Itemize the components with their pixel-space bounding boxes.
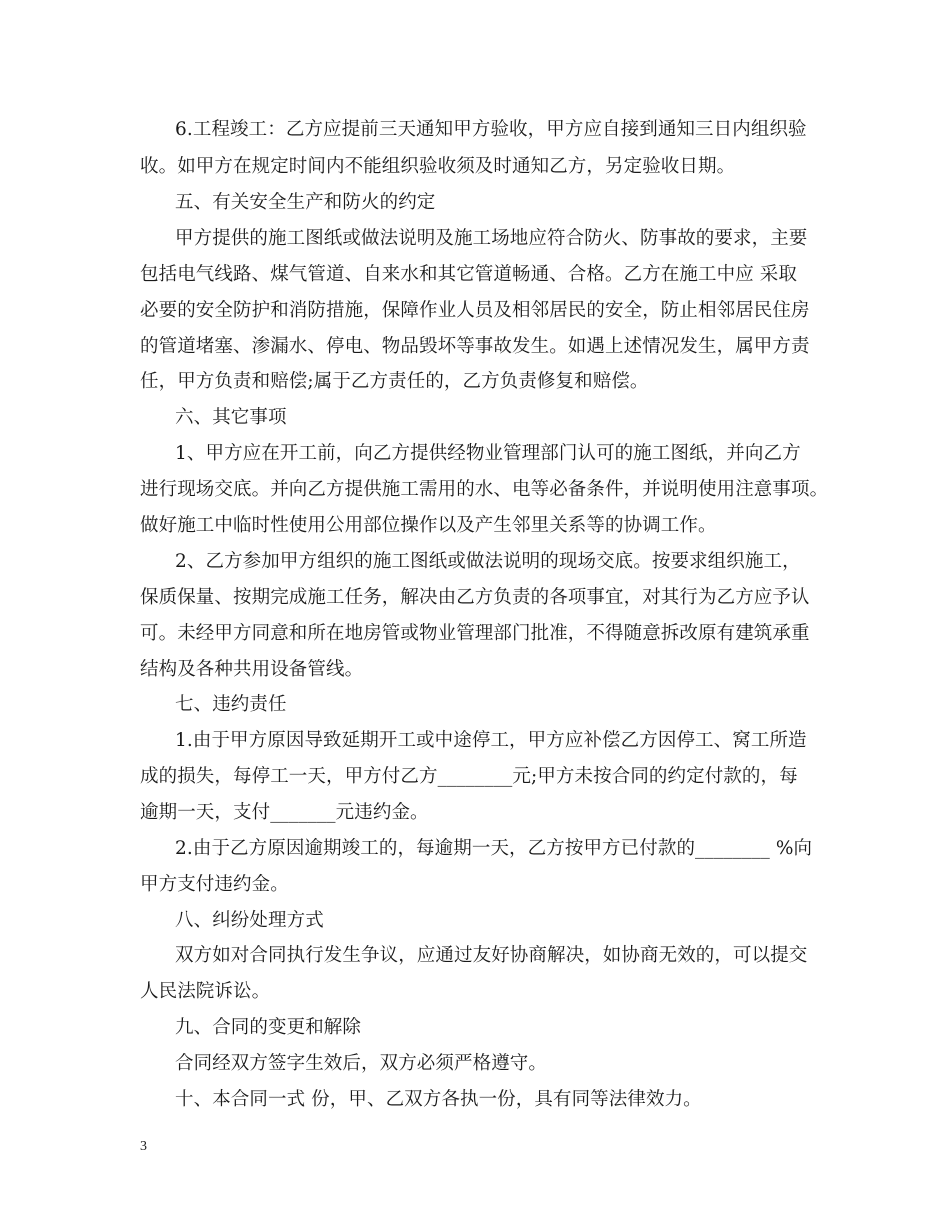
text-line: 结构及各种共用设备管线。	[140, 659, 364, 680]
text-line: 包括电气线路、煤气管道、自来水和其它管道畅通、合格。乙方在施工中应 采取	[140, 264, 797, 285]
text-line: 的管道堵塞、渗漏水、停电、物品毁坏等事故发生。如遇上述情况发生，属甲方责	[140, 336, 810, 357]
text-line: 双方如对合同执行发生争议，应通过友好协商解决，如协商无效的，可以提交	[175, 945, 808, 966]
text-line: 2.由于乙方原因逾期竣工的，每逾期一天，乙方按甲方已付款的________ %向	[175, 838, 813, 859]
text-line: 进行现场交底。并向乙方提供施工需用的水、电等必备条件，并说明使用注意事项。	[140, 479, 829, 500]
text-line: 成的损失，每停工一天，甲方付乙方________元;甲方未按合同的约定付款的，每	[140, 766, 798, 787]
section-heading: 九、合同的变更和解除	[175, 1017, 362, 1038]
section-heading: 五、有关安全生产和防火的约定	[175, 192, 436, 213]
text-line: 保质保量、按期完成施工任务，解决由乙方负责的各项事宜，对其行为乙方应予认	[140, 587, 810, 608]
text-line: 逾期一天，支付_______元违约金。	[140, 802, 429, 823]
text-line: 甲方支付违约金。	[140, 874, 289, 895]
text-line: 十、本合同一式 份，甲、乙双方各执一份，具有同等法律效力。	[175, 1089, 702, 1110]
text-line: 做好施工中临时性使用公用部位操作以及产生邻里关系等的协调工作。	[140, 515, 717, 536]
section-heading: 六、其它事项	[175, 407, 287, 428]
text-line: 2、乙方参加甲方组织的施工图纸或做法说明的现场交底。按要求组织施工，	[175, 551, 801, 572]
text-line: 人民法院诉讼。	[140, 981, 271, 1002]
text-line: 1、甲方应在开工前，向乙方提供经物业管理部门认可的施工图纸，并向乙方	[175, 443, 801, 464]
text-line: 合同经双方签字生效后，双方必须严格遵守。	[175, 1053, 548, 1074]
text-line: 1.由于甲方原因导致延期开工或中途停工，甲方应补偿乙方因停工、窝工所造	[175, 730, 807, 751]
text-line: 收。如甲方在规定时间内不能组织验收须及时通知乙方，另定验收日期。	[140, 156, 736, 177]
section-heading: 八、纠纷处理方式	[175, 910, 324, 931]
text-line: 可。未经甲方同意和所在地房管或物业管理部门批准，不得随意拆改原有建筑承重	[140, 623, 810, 644]
text-line: 必要的安全防护和消防措施，保障作业人员及相邻居民的安全，防止相邻居民住房	[140, 300, 810, 321]
page-number: 3	[140, 1139, 147, 1154]
section-heading: 七、违约责任	[175, 694, 287, 715]
text-line: 任，甲方负责和赔偿;属于乙方责任的，乙方负责修复和赔偿。	[140, 371, 649, 392]
text-line: 甲方提供的施工图纸或做法说明及施工场地应符合防火、防事故的要求，主要	[175, 228, 808, 249]
text-line: 6.工程竣工：乙方应提前三天通知甲方验收，甲方应自接到通知三日内组织验	[175, 119, 807, 140]
